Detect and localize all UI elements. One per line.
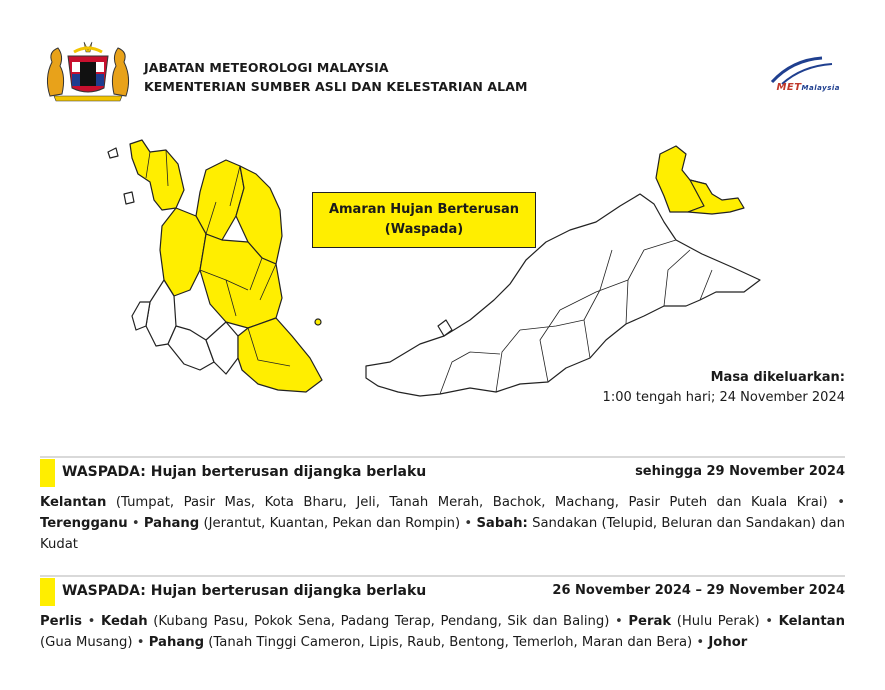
issued-value: 1:00 tengah hari; 24 November 2024: [602, 390, 845, 405]
region-langkawi: [108, 148, 118, 158]
met-logo-text: [776, 82, 840, 93]
yellow-marker-icon: [40, 459, 55, 487]
region-penang: [124, 192, 134, 204]
state-name: Pahang: [143, 516, 200, 531]
section-1-date: sehingga 29 November 2024: [635, 464, 845, 479]
state-name: Perak: [628, 614, 672, 629]
warning-section-1: [40, 456, 845, 555]
east-malaysia: [366, 146, 760, 396]
bullet-icon: •: [136, 635, 145, 650]
section-2-header: [40, 575, 845, 607]
region-ns-melaka: [206, 322, 238, 374]
section-2-title: WASPADA: Hujan berterusan dijangka berlaku: [62, 583, 427, 599]
region-selangor: [168, 326, 214, 370]
state-name: Kelantan: [40, 495, 107, 510]
bullet-icon: •: [87, 614, 96, 629]
bullet-icon: •: [696, 635, 705, 650]
region-perak-hulu: [160, 208, 206, 296]
peninsular-malaysia: [108, 140, 322, 392]
issued-time: [603, 368, 845, 408]
malaysia-coat-of-arms-icon: [40, 38, 136, 102]
island-tioman: [315, 319, 321, 325]
state-detail: Sandakan (Telupid, Beluran dan Sandakan) dan Kudat: [40, 516, 845, 552]
section-1-body: [40, 492, 845, 555]
issued-label: Masa dikeluarkan:: [710, 370, 845, 385]
bullet-icon: •: [464, 516, 473, 531]
bullet-icon: •: [614, 614, 623, 629]
state-name: Kedah: [100, 614, 148, 629]
met-logo-main: MET: [776, 82, 802, 93]
state-detail: (Jerantut, Kuantan, Pekan dan Rompin): [203, 516, 461, 531]
bullet-icon: •: [765, 614, 774, 629]
organization-name: [144, 58, 528, 96]
state-detail: (Tumpat, Pasir Mas, Kota Bharu, Jeli, Tanah Merah, Bachok, Machang, Pasir Puteh dan Kuala Krai): [115, 495, 828, 510]
yellow-marker-icon: [40, 578, 55, 606]
region-johor: [238, 318, 322, 392]
header: [40, 38, 850, 110]
warning-title-line-2: (Waspada): [384, 222, 464, 237]
state-name: Pahang: [148, 635, 205, 650]
state-name: Kelantan: [778, 614, 845, 629]
met-logo-sub: Malaysia: [801, 84, 840, 92]
bullet-icon: •: [131, 516, 140, 531]
region-perlis-kedah: [130, 140, 184, 210]
state-detail: (Gua Musang): [40, 635, 133, 650]
state-name: Terengganu: [40, 516, 128, 531]
state-detail: (Tanah Tinggi Cameron, Lipis, Raub, Bentong, Temerloh, Maran dan Bera): [208, 635, 693, 650]
warning-title-box: [312, 192, 536, 248]
section-1-title: WASPADA: Hujan berterusan dijangka berlaku: [62, 464, 427, 480]
warning-title-line-1: Amaran Hujan Berterusan: [328, 202, 520, 217]
state-name: Johor: [708, 635, 748, 650]
state-name: Perlis: [40, 614, 83, 629]
state-detail: (Hulu Perak): [676, 614, 760, 629]
section-2-body: [40, 611, 845, 653]
warning-section-2: [40, 575, 845, 653]
state-name: Sabah:: [476, 516, 528, 531]
bullet-icon: •: [837, 495, 845, 510]
state-detail: (Kubang Pasu, Pokok Sena, Padang Terap, Pendang, Sik dan Baling): [153, 614, 610, 629]
section-1-header: [40, 456, 845, 488]
org-line-1: JABATAN METEOROLOGI MALAYSIA: [144, 60, 389, 75]
org-line-2: KEMENTERIAN SUMBER ASLI DAN KELESTARIAN ALAM: [144, 79, 528, 94]
section-2-date: 26 November 2024 – 29 November 2024: [552, 583, 845, 598]
